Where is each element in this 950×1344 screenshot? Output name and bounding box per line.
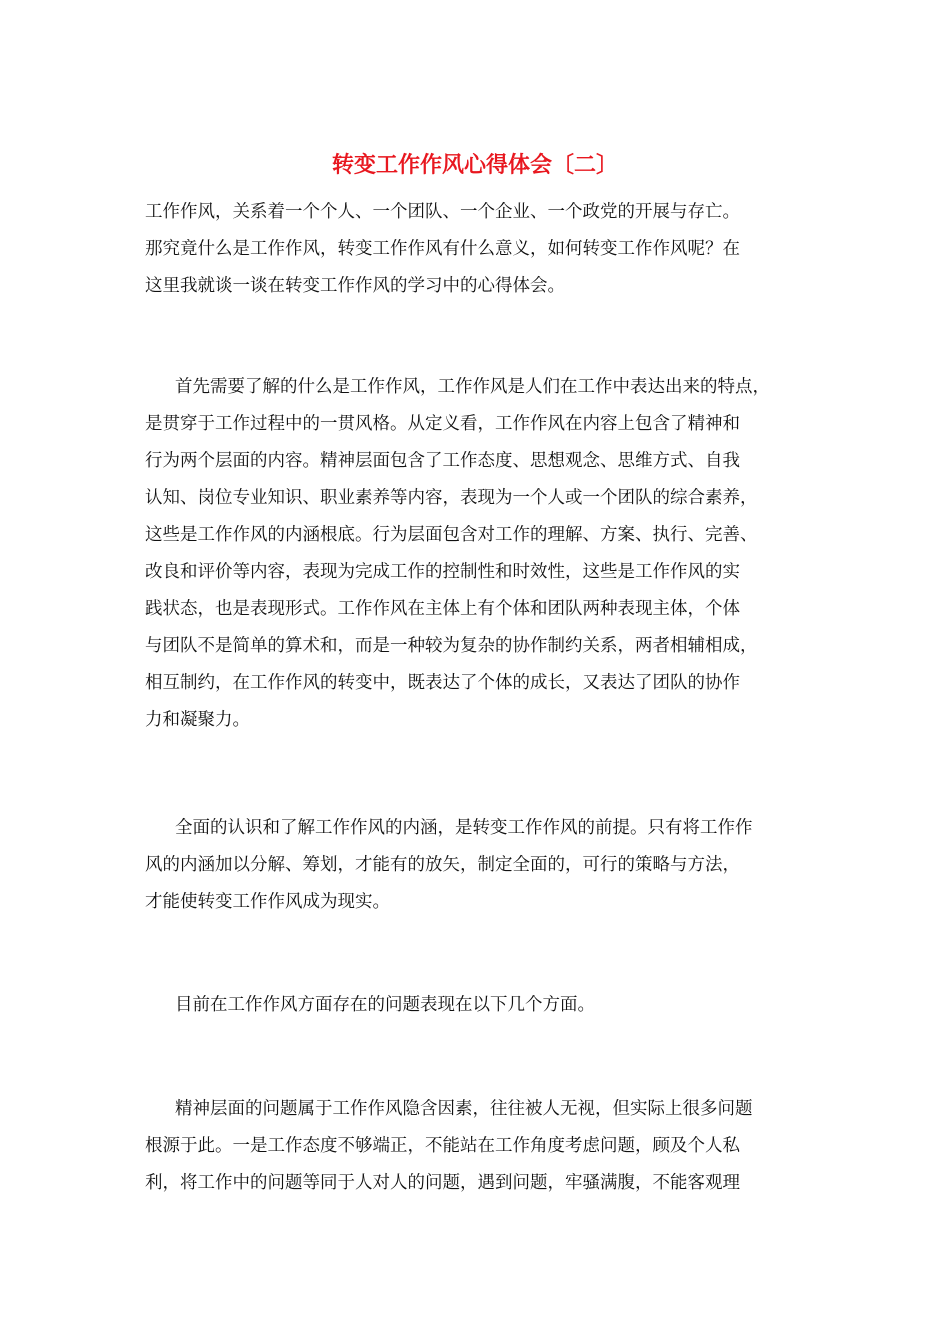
text-line: 全面的认识和了解工作作风的内涵，是转变工作作风的前提。只有将工作作 bbox=[175, 818, 753, 838]
text-line: 精神层面的问题属于工作作风隐含因素，往往被人无视，但实际上很多问题 bbox=[175, 1099, 753, 1119]
text-line: 与团队不是简单的算术和，而是一种较为复杂的协作制约关系，两者相辅相成， bbox=[145, 636, 758, 656]
text-line: 那究竟什么是工作作风，转变工作作风有什么意义，如何转变工作作风呢？在 bbox=[145, 239, 740, 259]
text-line: 相互制约，在工作作风的转变中，既表达了个体的成长，又表达了团队的协作 bbox=[145, 673, 740, 693]
text-line: 是贯穿于工作过程中的一贯风格。从定义看，工作作风在内容上包含了精神和 bbox=[145, 414, 740, 434]
text-line: 工作作风，关系着一个个人、一个团队、一个企业、一个政党的开展与存亡。 bbox=[145, 202, 740, 222]
text-line: 利，将工作中的问题等同于人对人的问题，遇到问题，牢骚满腹，不能客观理 bbox=[145, 1173, 740, 1193]
text-line: 力和凝聚力。 bbox=[145, 710, 250, 730]
text-line: 这些是工作作风的内涵根底。行为层面包含对工作的理解、方案、执行、完善、 bbox=[145, 525, 758, 545]
text-line: 认知、岗位专业知识、职业素养等内容，表现为一个人或一个团队的综合素养， bbox=[145, 488, 758, 508]
paragraph-2 bbox=[145, 369, 815, 739]
paragraph-1 bbox=[145, 194, 815, 305]
document-title: 转变工作作风心得体会〔二〕 bbox=[331, 152, 618, 178]
text-line: 践状态，也是表现形式。工作作风在主体上有个体和团队两种表现主体，个体 bbox=[145, 599, 740, 619]
text-line: 行为两个层面的内容。精神层面包含了工作态度、思想观念、思维方式、自我 bbox=[145, 451, 740, 471]
text-line: 改良和评价等内容，表现为完成工作的控制性和时效性，这些是工作作风的实 bbox=[145, 562, 740, 582]
text-line: 根源于此。一是工作态度不够端正，不能站在工作角度考虑问题，顾及个人私 bbox=[145, 1136, 740, 1156]
paragraph-3 bbox=[145, 810, 815, 921]
paragraph-4 bbox=[145, 987, 815, 1024]
text-line: 目前在工作作风方面存在的问题表现在以下几个方面。 bbox=[175, 995, 595, 1015]
paragraph-5 bbox=[145, 1091, 815, 1202]
text-line: 才能使转变工作作风成为现实。 bbox=[145, 892, 390, 912]
text-line: 风的内涵加以分解、筹划，才能有的放矢，制定全面的，可行的策略与方法， bbox=[145, 855, 740, 875]
text-line: 这里我就谈一谈在转变工作作风的学习中的心得体会。 bbox=[145, 276, 565, 296]
text-line: 首先需要了解的什么是工作作风，工作作风是人们在工作中表达出来的特点， bbox=[175, 377, 770, 397]
